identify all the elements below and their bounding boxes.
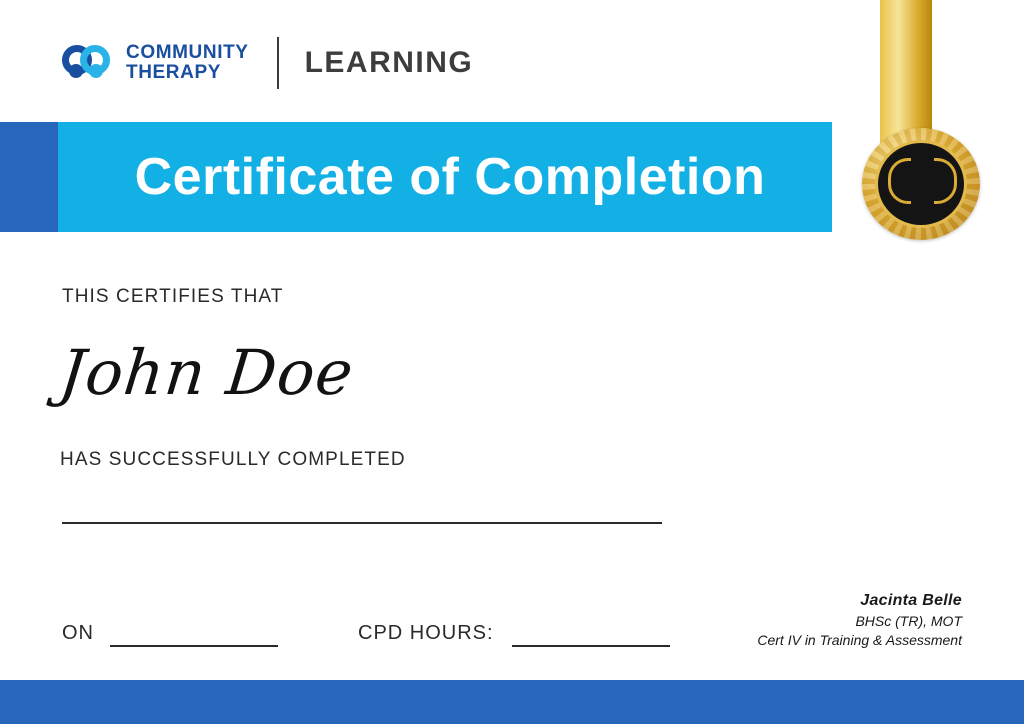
completed-label: HAS SUCCESSFULLY COMPLETED xyxy=(60,449,406,470)
cpd-hours-blank-line xyxy=(512,645,670,647)
logo-dot-left xyxy=(69,64,83,78)
award-seal-icon xyxy=(862,128,980,240)
cpd-hours-label: CPD HOURS: xyxy=(358,622,494,644)
signature-block xyxy=(757,592,962,648)
logo-dot-right xyxy=(89,64,103,78)
community-therapy-logo-icon xyxy=(62,39,116,87)
course-name-blank-line xyxy=(62,522,662,524)
header-section-label: LEARNING xyxy=(304,46,474,79)
signatory-credentials: BHSc (TR), MOT xyxy=(855,613,962,629)
logo-wordmark xyxy=(126,43,249,83)
date-blank-line xyxy=(110,645,278,647)
date-label: ON xyxy=(62,622,94,644)
recipient-name: John Doe xyxy=(56,336,358,409)
footer-bar xyxy=(0,680,1024,724)
logo-word-therapy: THERAPY xyxy=(126,62,221,83)
logo-word-community: COMMUNITY xyxy=(126,42,249,64)
brand-header xyxy=(62,28,473,98)
signatory-name: Jacinta Belle xyxy=(860,592,962,609)
certifies-label: THIS CERTIFIES THAT xyxy=(62,286,284,307)
signatory-qualification: Cert IV in Training & Assessment xyxy=(757,632,962,648)
header-divider xyxy=(277,37,279,89)
title-band-accent xyxy=(0,122,58,232)
certificate-title: Certificate of Completion xyxy=(134,148,766,206)
